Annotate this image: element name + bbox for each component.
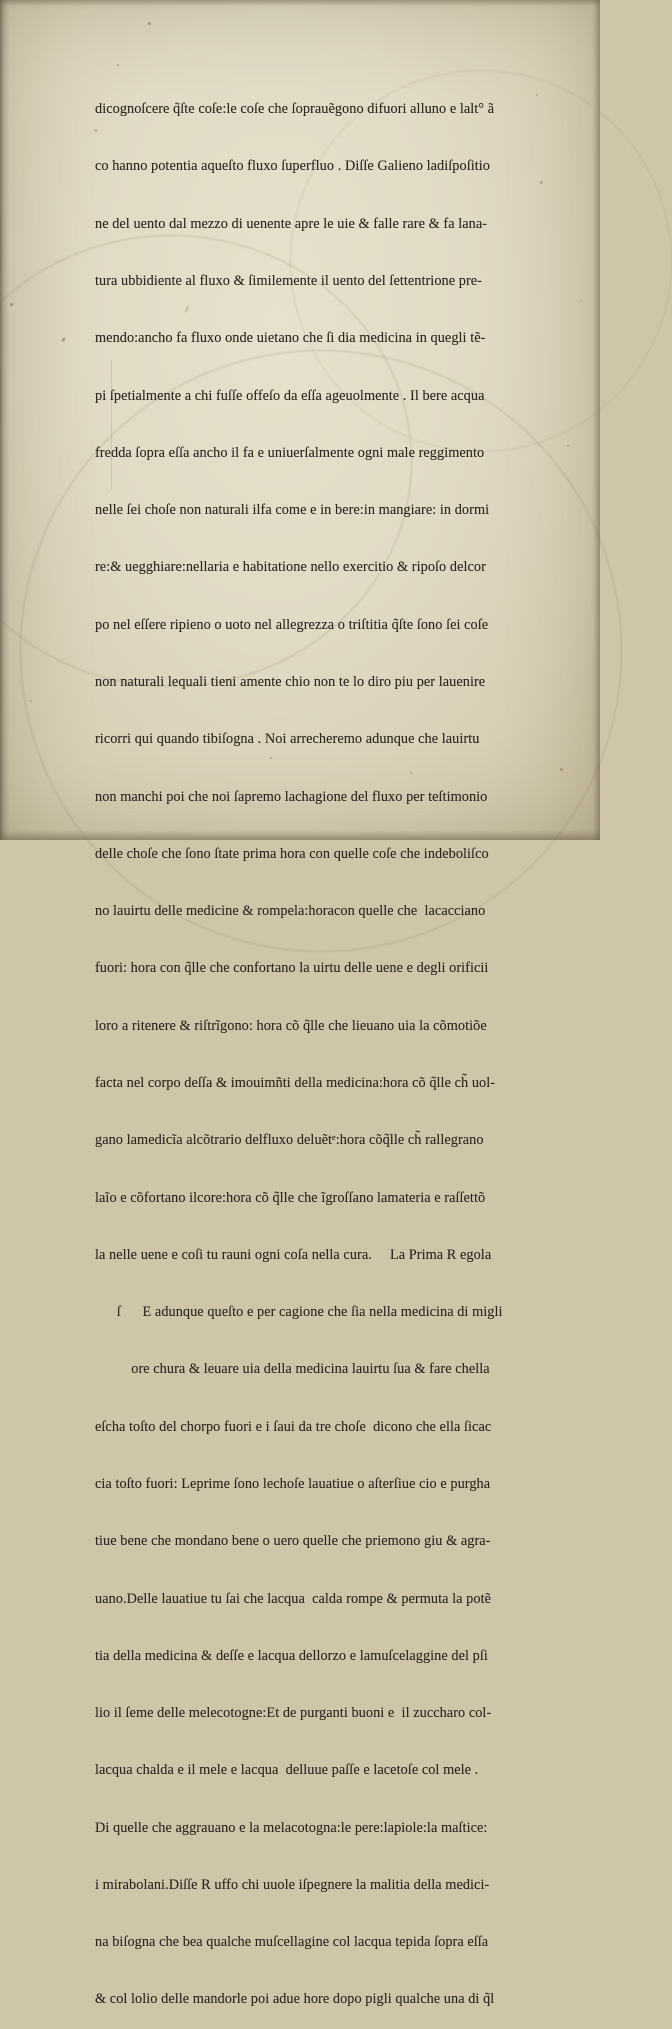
text-line: co hanno potentia aqueſto fluxo ſuperfluo . Diſſe Galieno ladiſpoſitio <box>95 158 490 175</box>
text-line: fredda ſopra eſſa ancho il fa e uniuerſalmente ogni male reggimento <box>95 444 485 461</box>
text-line: na biſogna che bea qualche muſcellagine col lacqua tepida ſopra eſſa <box>95 1934 489 1951</box>
text-line: la nelle uene e coſi tu rauni ogni coſa nella cura. La Prima R egola <box>95 1246 492 1263</box>
text-line: po nel eſſere ripieno o uoto nel allegrezza o triſtitia q̃ſte ſono ſei coſe <box>95 616 489 633</box>
text-line: tura ubbidiente al fluxo & ſimilemente il uento del ſettentrione pre- <box>95 273 482 290</box>
text-line: re:& uegghiare:nellaria e habitatione nello exercitio & ripoſo delcor <box>95 559 486 576</box>
text-line: gano lamedicĩa alcõtrario delfluxo deluẽtᵉ:hora cõq̃lle ch̃ rallegrano <box>95 1132 484 1149</box>
text-line: non naturali lequali tieni amente chio non te lo diro piu per lauenire <box>95 674 486 690</box>
text-line: tia della medicina & deſſe e lacqua dellorzo e lamuſcelaggine del pſi <box>95 1647 488 1664</box>
text-line: laĩo e cõfortano ilcore:hora cõ q̃lle che ĩgroſſano lamateria e raſſettõ <box>95 1189 486 1206</box>
text-line: no lauirtu delle medicine & rompela:horacon quelle che lacacciano <box>95 903 486 920</box>
text-line: ricorri qui quando tibiſogna . Noi arrecheremo adunque che lauirtu <box>95 731 480 748</box>
text-line: loro a ritenere & riſtrĩgono: hora cõ q̃lle che lieuano uia la cõmotiõe <box>95 1017 487 1034</box>
text-line: uano.Delle lauatiue tu ſai che lacqua calda rompe & permuta la potẽ <box>95 1590 491 1607</box>
text-line: cia toſto fuori: Leprime ſono lechoſe lauatiue o aſterſiue cio e purgha <box>95 1475 491 1492</box>
printed-text-block <box>95 62 527 2029</box>
text-line: eſcha toſto del chorpo fuori e i ſaui da tre choſe dicono che ella ſicac <box>95 1418 492 1435</box>
text-line: Di quelle che aggrauano e la melacotogna:le pere:lapiole:la maſtice: <box>95 1819 488 1836</box>
text-line: delle choſe che ſono ſtate prima hora con quelle coſe che indeboliſco <box>95 845 489 862</box>
text-line: dicognoſcere q̃ſte coſe:le coſe che ſoprauẽgono difuori alluno e lalt° ã <box>95 101 495 118</box>
text-line: facta nel corpo deſſa & imouimñti della medicina:hora cõ q̃lle ch̃ uol- <box>95 1074 496 1091</box>
page-edge-shadow <box>593 0 600 840</box>
text-line: tiue bene che mondano bene o uero quelle che priemono giu & agra- <box>95 1533 491 1550</box>
text-line: nelle ſei choſe non naturali ilfa come e in bere:in mangiare: in dormi <box>95 502 490 519</box>
text-line: mendo:ancho fa fluxo onde uietano che ſi dia medicina in quegli tẽ- <box>95 330 486 347</box>
text-line: ore chura & leuare uia della medicina lauirtu ſua & fare chella <box>95 1361 490 1378</box>
text-line: & col lolio delle mandorle poi adue hore dopo pigli qualche una di q̃l <box>95 1991 495 2008</box>
text-line: ne del uento dal mezzo di uenente apre le uie & falle rare & fa lana- <box>95 215 488 232</box>
text-line: lacqua chalda e il mele e lacqua delluue paſſe e lacetoſe col mele . <box>95 1762 479 1779</box>
text-line: pi ſpetialmente a chi fuſſe offeſo da eſſa ageuolmente . Il bere acqua <box>95 387 485 404</box>
page-edge-shadow <box>0 0 600 6</box>
text-line: fuori: hora con q̃lle che confortano la uirtu delle uene e degli orificii <box>95 960 489 977</box>
text-line: non manchi poi che noi ſapremo lachagione del fluxo per teſtimonio <box>95 788 488 805</box>
text-line: lio il ſeme delle melecotogne:Et de purganti buoni e il zuccharo col- <box>95 1705 492 1722</box>
text-line: i mirabolani.Diſſe R uffo chi uuole iſpegnere la malitia della medici- <box>95 1876 490 1893</box>
page-edge-shadow <box>0 0 9 840</box>
text-line: ſ E adunque queſto e per cagione che ſia nella medicina di migli <box>95 1304 503 1321</box>
